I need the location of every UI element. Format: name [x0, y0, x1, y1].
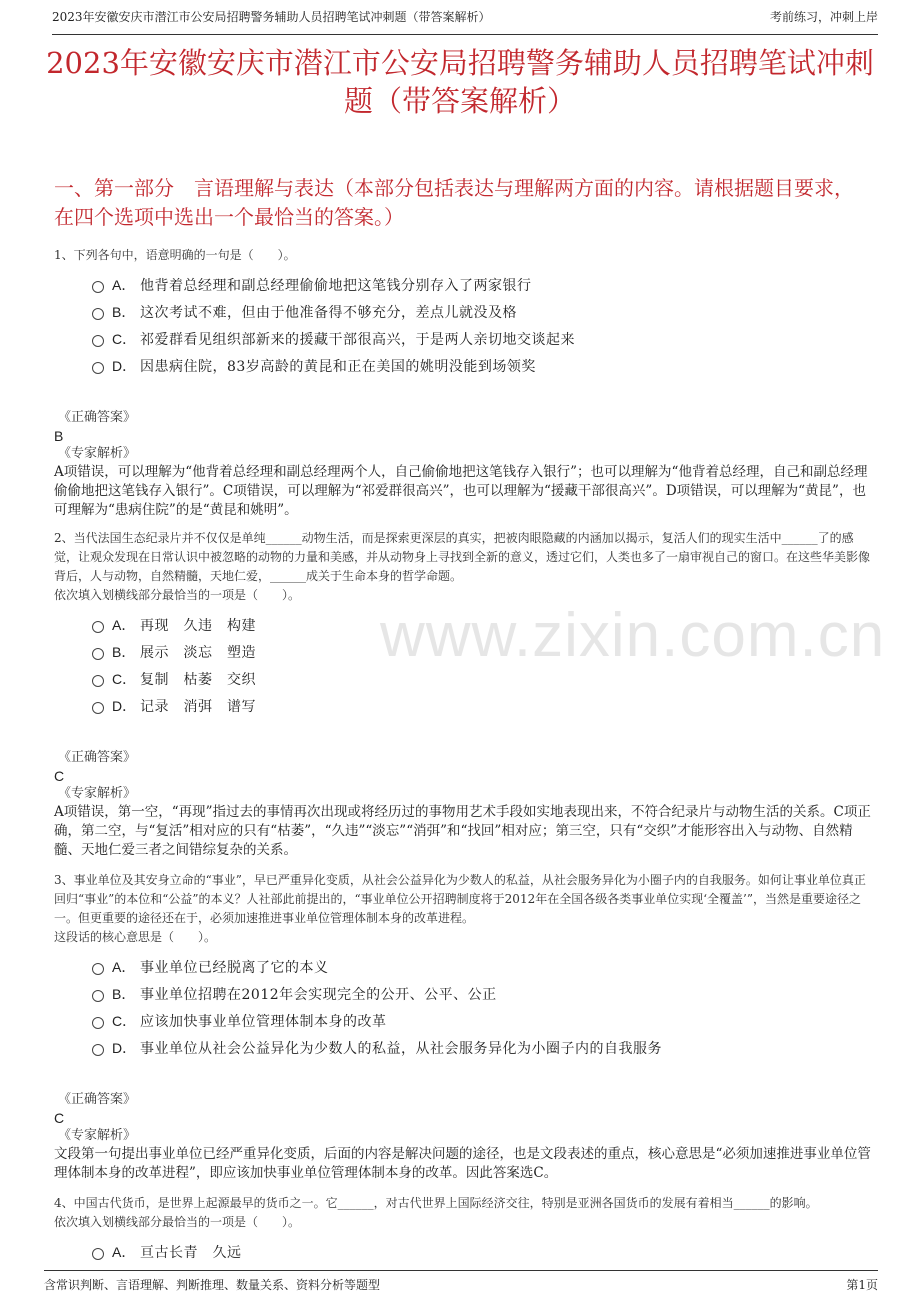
- option-a[interactable]: [92, 953, 872, 980]
- analysis-label: 《专家解析》: [58, 446, 137, 461]
- option-text: 再现 久违 构建: [140, 617, 256, 634]
- answer-label: 《正确答案》: [58, 410, 137, 425]
- option-b[interactable]: [92, 638, 872, 665]
- page-header: [52, 8, 878, 35]
- radio-icon[interactable]: [92, 362, 104, 374]
- option-text: 他背着总经理和副总经理偷偷地把这笔钱分别存入了两家银行: [140, 277, 532, 294]
- option-b[interactable]: [92, 980, 872, 1007]
- question-3: [54, 871, 872, 1183]
- option-a[interactable]: [92, 611, 872, 638]
- page-title: 2023年安徽安庆市潜江市公安局招聘警务辅助人员招聘笔试冲刺题（带答案解析）: [46, 46, 874, 118]
- question-stem: 3、事业单位及其安身立命的“事业”，早已严重异化变质，从社会公益异化为少数人的私益，从社会服务异化为小圈子内的自我服务。如何让事业单位真正回归“事业”的本位和“公益”的本义？人社部此前提出的，“事业单位公开招聘制度将于2012年在全国各级各类事业单位实现‘全覆盖’”，当然是重要途径之一。但更重要的途径还在于，必须加速推进事业单位管理体制本身的改革进程。: [54, 873, 866, 925]
- answer-value: C: [54, 768, 65, 784]
- option-d[interactable]: [92, 1034, 872, 1061]
- answer-value: C: [54, 1110, 65, 1126]
- option-text: 亘古长青 久远: [140, 1244, 242, 1261]
- question-list: [54, 246, 872, 1265]
- option-text: 记录 消弭 谱写: [140, 698, 256, 715]
- answer-label: 《正确答案》: [58, 1092, 137, 1107]
- section-heading: 一、第一部分 言语理解与表达（本部分包括表达与理解两方面的内容。请根据题目要求，在四个选项中选出一个最恰当的答案。）: [54, 176, 854, 229]
- option-text: 因患病住院，83岁高龄的黄昆和正在美国的姚明没能到场领奖: [140, 358, 536, 375]
- analysis-text: 文段第一句提出事业单位已经严重异化变质，后面的内容是解决问题的途径，也是文段表述的重点，核心意思是“必须加速推进事业单位管理体制本身的改革进程”，即应该加快事业单位管理体制本身的改革。因此答案选C。: [54, 1146, 871, 1181]
- option-letter: C．: [112, 670, 137, 687]
- answer-label: 《正确答案》: [58, 750, 137, 765]
- option-letter: C．: [112, 1012, 137, 1029]
- option-text: 祁爱群看见组织部新来的援藏干部很高兴，于是两人亲切地交谈起来: [140, 331, 575, 348]
- option-b[interactable]: [92, 298, 872, 325]
- question-stem: 2、当代法国生态纪录片并不仅仅是单纯______动物生活，而是探索更深层的真实，把被肉眼隐藏的内涵加以揭示，复活人们的现实生活中______了的感觉，让观众发现在日常认识中被忽略的动物的力量和美感，并从动物身上寻找到全新的意义，透过它们，人类也多了一扇审视自己的窗口。在这些华美影像背后，人与动物，自然精髓，天地仁爱，______成关于生命本身的哲学命题。: [54, 531, 871, 583]
- option-text: 事业单位已经脱离了它的本义: [140, 959, 329, 976]
- page-footer: [44, 1270, 878, 1293]
- header-slogan: 考前练习，冲刺上岸: [769, 10, 878, 24]
- radio-icon[interactable]: [92, 675, 104, 687]
- radio-icon[interactable]: [92, 281, 104, 293]
- radio-icon[interactable]: [92, 1044, 104, 1056]
- radio-icon[interactable]: [92, 963, 104, 975]
- question-prompt: 依次填入划横线部分最恰当的一项是（ ）。: [54, 588, 301, 602]
- question-stem: 1、下列各句中，语意明确的一句是（ ）。: [54, 248, 296, 262]
- option-letter: D．: [112, 697, 137, 714]
- option-group: [92, 953, 872, 1061]
- analysis-text: A项错误，第一空，“再现”指过去的事情再次出现或将经历过的事物用艺术手段如实地表现出来，不符合纪录片与动物生活的关系。C项正确，第二空，与“复活”相对应的只有“枯萎”，“久违”“淡忘”“消弭”和“找回”相对应；第三空，只有“交织”才能形容出入与动物、自然精髓、天地仁爱三者之间错综复杂的关系。: [54, 804, 871, 858]
- option-letter: A．: [112, 1243, 136, 1260]
- question-4: [54, 1194, 872, 1265]
- option-letter: A．: [112, 616, 136, 633]
- option-text: 复制 枯萎 交织: [140, 671, 256, 688]
- option-c[interactable]: [92, 325, 872, 352]
- option-letter: A．: [112, 958, 136, 975]
- analysis-text: A项错误，可以理解为“他背着总经理和副总经理两个人，自己偷偷地把这笔钱存入银行”；也可以理解为“他背着总经理，自己和副总经理偷偷地把这笔钱存入银行”。C项错误，可以理解为“祁爱群很高兴”，也可以理解为“援藏干部很高兴”。D项错误，可以理解为“黄昆”，也可理解为“患病住院”的是“黄昆和姚明”。: [54, 464, 868, 518]
- option-letter: C．: [112, 330, 137, 347]
- question-prompt: 依次填入划横线部分最恰当的一项是（ ）。: [54, 1215, 301, 1229]
- option-d[interactable]: [92, 692, 872, 719]
- option-letter: B．: [112, 303, 136, 320]
- option-letter: D．: [112, 1039, 137, 1056]
- option-a[interactable]: [92, 1238, 872, 1265]
- option-group: [92, 611, 872, 719]
- option-c[interactable]: [92, 1007, 872, 1034]
- answer-value: B: [54, 428, 64, 444]
- option-text: 事业单位招聘在2012年会实现完全的公开、公平、公正: [140, 986, 497, 1003]
- question-prompt: 这段话的核心意思是（ ）。: [54, 930, 217, 944]
- analysis-label: 《专家解析》: [58, 786, 137, 801]
- radio-icon[interactable]: [92, 990, 104, 1002]
- question-1: [54, 246, 872, 520]
- option-c[interactable]: [92, 665, 872, 692]
- radio-icon[interactable]: [92, 648, 104, 660]
- header-doc-title: 2023年安徽安庆市潜江市公安局招聘警务辅助人员招聘笔试冲刺题（带答案解析）: [52, 10, 491, 24]
- option-group: [92, 1238, 872, 1265]
- option-letter: B．: [112, 985, 136, 1002]
- option-letter: D．: [112, 357, 137, 374]
- option-a[interactable]: [92, 271, 872, 298]
- question-stem: 4、中国古代货币，是世界上起源最早的货币之一。它______，对古代世界上国际经济交往，特别是亚洲各国货币的发展有着相当______的影响。: [54, 1196, 818, 1210]
- radio-icon[interactable]: [92, 335, 104, 347]
- option-d[interactable]: [92, 352, 872, 379]
- footer-topics: 含常识判断、言语理解、判断推理、数量关系、资料分析等题型: [44, 1278, 381, 1292]
- option-text: 应该加快事业单位管理体制本身的改革: [140, 1013, 387, 1030]
- radio-icon[interactable]: [92, 1017, 104, 1029]
- option-letter: B．: [112, 643, 136, 660]
- analysis-label: 《专家解析》: [58, 1128, 137, 1143]
- option-letter: A．: [112, 276, 136, 293]
- radio-icon[interactable]: [92, 621, 104, 633]
- option-text: 展示 淡忘 塑造: [140, 644, 256, 661]
- option-text: 事业单位从社会公益异化为少数人的私益，从社会服务异化为小圈子内的自我服务: [140, 1040, 662, 1057]
- option-group: [92, 271, 872, 379]
- radio-icon[interactable]: [92, 1248, 104, 1260]
- radio-icon[interactable]: [92, 702, 104, 714]
- radio-icon[interactable]: [92, 308, 104, 320]
- page-number: 第1页: [846, 1278, 878, 1292]
- question-2: [54, 529, 872, 860]
- option-text: 这次考试不难，但由于他准备得不够充分，差点儿就没及格: [140, 304, 517, 321]
- watermark: www.zixin.com.cn: [380, 601, 886, 670]
